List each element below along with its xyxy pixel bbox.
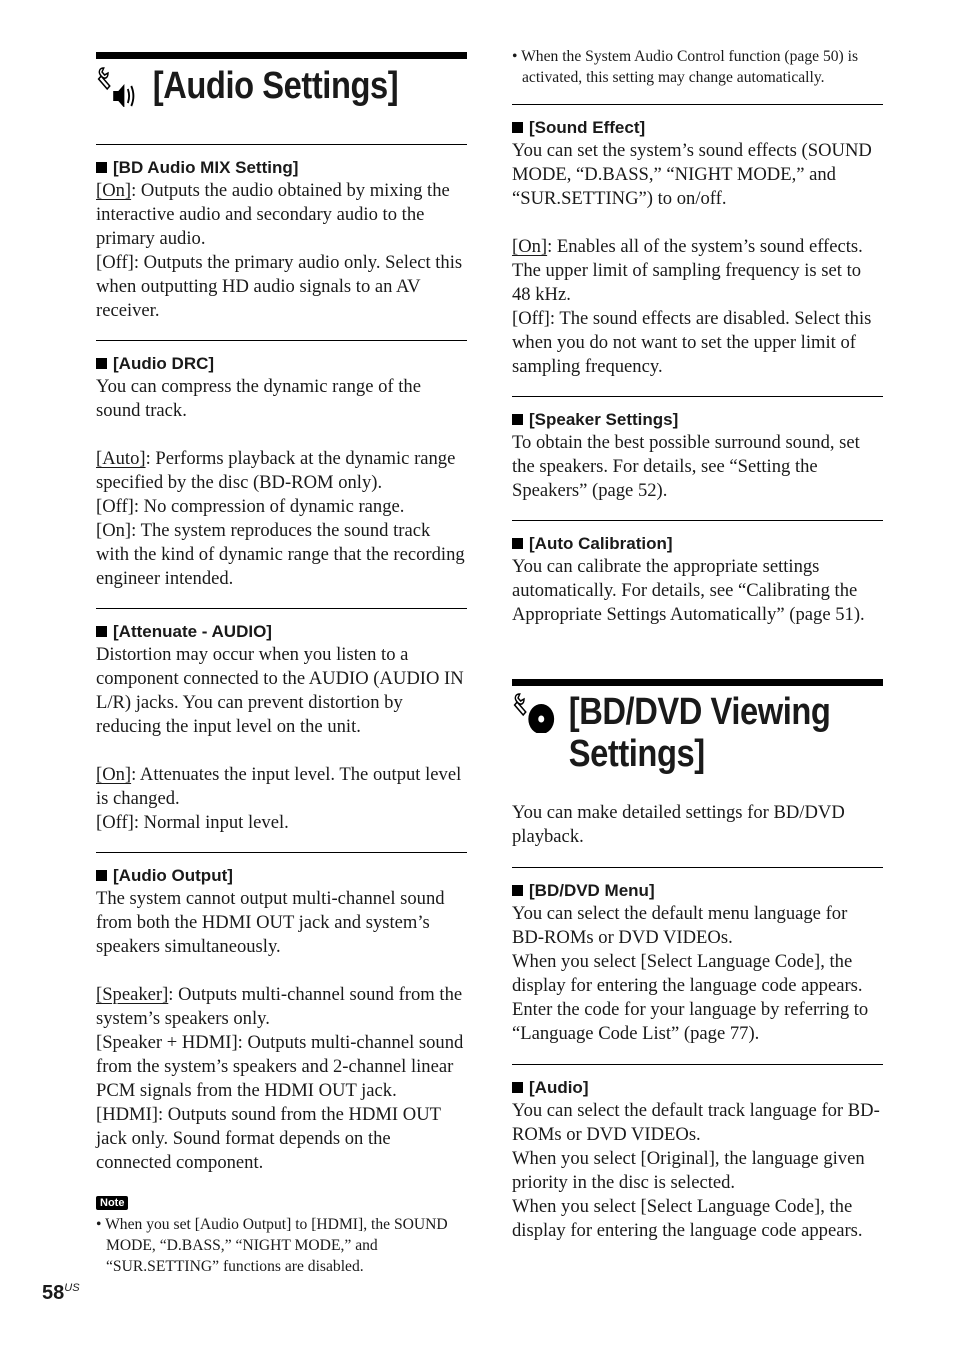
option-desc: : Enables all of the system’s sound effects. The upper limit of sampling frequency is set to 48 kHz. [512,236,863,305]
option-desc: : Attenuates the input level. The output level is changed. [96,764,462,809]
section-title-bd-audio-mix [96,157,467,179]
black-square-icon [96,626,107,637]
left-column [96,0,467,1277]
section-title-audio-drc [96,353,467,375]
section-title-text: [Audio Output] [113,866,233,885]
section-title-text: [Audio DRC] [113,354,215,373]
auto-calibration-body: You can calibrate the appropriate settings automatically. For details, see “Calibrating the Appropriate Settings Automatically” (page 51). [512,556,865,625]
note-bullet-2: • When the System Audio Control function (page 50) is activated, this setting may change automatically. [512,48,859,86]
page-number-value: 58 [42,1282,65,1304]
divider [512,104,883,105]
divider [512,396,883,397]
sound-effect-intro: You can set the system’s sound effects (SOUND MODE, “D.BASS,” “NIGHT MODE,” and “SUR.SETTING”) to on/off. [512,140,872,209]
section-title-speaker-settings [512,409,883,431]
section-title-text: [Speaker Settings] [529,410,679,429]
divider [512,867,883,868]
right-column [512,0,883,1243]
wrench-disc-icon [512,693,557,742]
black-square-icon [512,414,523,425]
option-desc: : Outputs the audio obtained by mixing the interactive audio and secondary audio to the primary audio. [96,180,450,249]
black-square-icon [512,538,523,549]
section-title-text: [BD Audio MIX Setting] [113,158,299,177]
attenuate-off: [Off]: Normal input level. [96,812,289,833]
default-option: [Speaker] [96,984,169,1005]
section-title-text: [Auto Calibration] [529,534,673,553]
speaker-settings-body: To obtain the best possible surround sound, set the speakers. For details, see “Setting the Speakers” (page 52). [512,432,860,501]
section-title-text: [BD/DVD Menu] [529,881,655,900]
wrench-speaker-icon [96,67,141,116]
drc-auto [96,447,467,495]
note-badge: Note [96,1196,128,1210]
section-title-text: [Audio] [529,1078,589,1097]
divider [96,852,467,853]
default-option: [Auto] [96,448,146,469]
black-square-icon [512,885,523,896]
heading-bar [512,679,883,686]
drc-on: [On]: The system reproduces the sound track with the kind of dynamic range that the recording engineer intended. [96,520,465,589]
attenuate-on [96,763,467,811]
output-speaker-hdmi: [Speaker + HDMI]: Outputs multi-channel sound from the system’s speakers and 2-channel linear PCM signals from the HDMI OUT jack. [96,1032,464,1101]
output-hdmi: [HDMI]: Outputs sound from the HDMI OUT jack only. Sound format depends on the connected component. [96,1104,441,1173]
section-title-auto-calibration [512,533,883,555]
sound-effect-on [512,235,883,307]
drc-off: [Off]: No compression of dynamic range. [96,496,405,517]
option-desc: : Outputs multi-channel sound from the system’s speakers only. [96,984,463,1029]
bd-dvd-intro: You can make detailed settings for BD/DVD playback. [512,802,845,847]
bd-dvd-audio-p1: You can select the default track language for BD-ROMs or DVD VIDEOs. [512,1100,880,1145]
black-square-icon [512,122,523,133]
section-title-attenuate [96,621,467,643]
option-desc: : Performs playback at the dynamic range specified by the disc (BD-ROM only). [96,448,456,493]
black-square-icon [96,870,107,881]
bd-mix-off: [Off]: Outputs the primary audio only. Select this when outputting HD audio signals to an AV receiver. [96,252,463,321]
bd-dvd-audio-p2: When you select [Original], the language given priority in the disc is selected. [512,1148,865,1193]
page-number [42,1282,80,1305]
section-title-sound-effect [512,117,883,139]
bd-dvd-menu-p2: When you select [Select Language Code], the display for entering the language code appears. Enter the code for your language by referring to “Language Code List” (page 77). [512,951,869,1044]
sound-effect-off: [Off]: The sound effects are disabled. Select this when you do not want to set the upper limit of sampling frequency. [512,308,872,377]
page-region: US [64,1282,80,1294]
section-title-text: [Sound Effect] [529,118,646,137]
attenuate-intro: Distortion may occur when you listen to a component connected to the AUDIO (AUDIO IN L/R) jacks. You can prevent distortion by reducing the input level on the unit. [96,644,464,737]
section-title-bd-dvd-menu [512,880,883,902]
audio-settings-title: [Audio Settings] [152,65,399,107]
default-option: [On] [96,764,132,785]
audio-settings-heading [96,65,415,116]
bd-mix-on [96,179,467,251]
black-square-icon [96,358,107,369]
note-bullet-1: • When you set [Audio Output] to [HDMI], the SOUND MODE, “D.BASS,” “NIGHT MODE,” and “SUR.SETTING” functions are disabled. [96,1216,448,1275]
drc-intro: You can compress the dynamic range of the sound track. [96,376,421,421]
bd-dvd-heading [512,691,883,775]
bd-dvd-audio-p3: When you select [Select Language Code], the display for entering the language code appears. [512,1196,863,1241]
divider [96,144,467,145]
divider [96,340,467,341]
divider [512,520,883,521]
divider [512,1064,883,1065]
section-title-audio-output [96,865,467,887]
output-intro: The system cannot output multi-channel sound from both the HDMI OUT jack and system’s speakers simultaneously. [96,888,445,957]
divider [96,608,467,609]
output-speaker [96,983,467,1031]
note-label [96,1193,467,1211]
bd-dvd-menu-p1: You can select the default menu language for BD-ROMs or DVD VIDEOs. [512,903,848,948]
heading-bar [96,52,467,59]
section-title-text: [Attenuate - AUDIO] [113,622,272,641]
bd-dvd-title: [BD/DVD Viewing Settings] [568,691,831,775]
section-title-audio [512,1077,883,1099]
default-option: [On] [96,180,132,201]
black-square-icon [512,1082,523,1093]
black-square-icon [96,162,107,173]
default-option: [On] [512,236,548,257]
